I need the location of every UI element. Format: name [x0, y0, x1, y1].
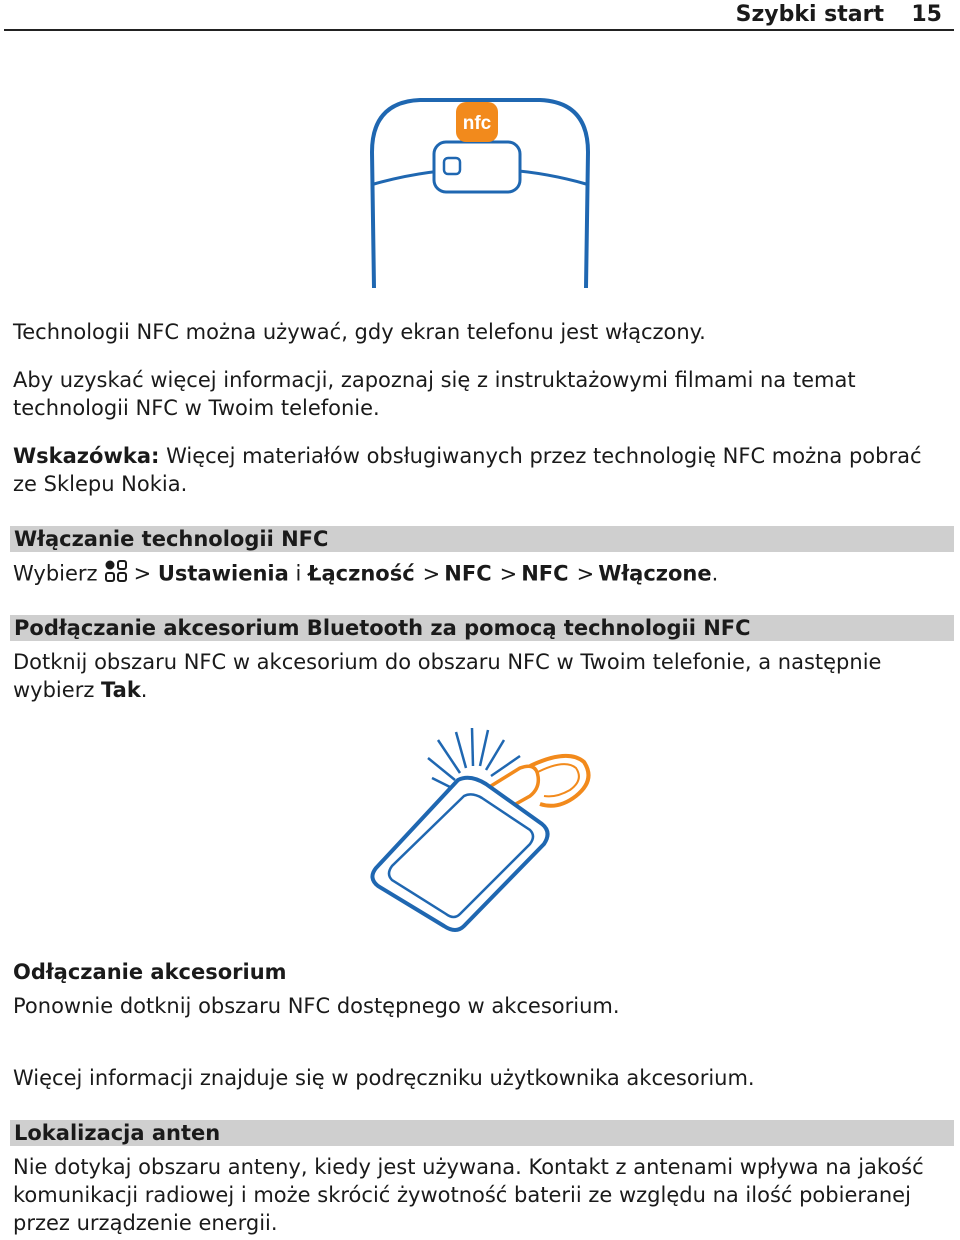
phone-headset-nfc-illustration [360, 718, 600, 938]
tip-paragraph [13, 442, 946, 498]
enable-nfc-instructions [13, 559, 946, 590]
paragraph-user-guide: Więcej informacji znajduje się w podręczniku użytkownika akcesorium. [13, 1066, 755, 1090]
header-title: Szybki start [735, 2, 884, 27]
menu-path-connectivity: Łączność [308, 561, 415, 586]
section-title-disconnect: Odłączanie akcesorium [13, 960, 287, 984]
menu-path-on: Włączone [598, 561, 712, 586]
headset-earhook-inner [534, 764, 579, 796]
menu-path-settings: Ustawienia [157, 561, 289, 586]
select-prefix: Wybierz [13, 561, 98, 586]
paragraph-more-info: Aby uzyskać więcej informacji, zapoznaj się z instruktażowymi filmami na temat technologii NFC w Twoim telefonie. [13, 368, 856, 420]
page-number: 15 [911, 2, 942, 27]
connect-bluetooth-instructions [13, 648, 946, 704]
path-separator: > [133, 561, 152, 586]
menu-path-nfc: NFC [444, 561, 492, 586]
section-bar-connect-bluetooth [10, 615, 954, 641]
section-bar-antenna-location [10, 1120, 954, 1146]
tip-text: Więcej materiałów obsługiwanych przez technologię NFC można pobrać ze Sklepu Nokia. [13, 444, 922, 496]
path-separator: > [422, 561, 441, 586]
antenna-warning-text: Nie dotykaj obszaru anteny, kiedy jest używana. Kontakt z antenami wpływa na jakość komunikacji radiowej i może skrócić żywotność baterii ze względu na ilość pobieranej przez urządzenie energii. [13, 1155, 924, 1235]
menu-grid-icon [104, 559, 128, 590]
paragraph-nfc-usage: Technologii NFC można używać, gdy ekran telefonu jest włączony. [13, 320, 706, 344]
path-separator: > [499, 561, 518, 586]
camera-module [434, 142, 520, 192]
connect-text: Dotknij obszaru NFC w akcesorium do obszaru NFC w Twoim telefonie, a następnie wybierz [13, 650, 882, 702]
sentence-end: . [711, 561, 719, 586]
option-yes: Tak [101, 678, 141, 702]
phone-back-nfc-illustration [360, 92, 600, 292]
path-separator: > [576, 561, 595, 586]
section-bar-enable-nfc [10, 526, 954, 552]
connect-text-end: . [140, 678, 148, 702]
disconnect-instructions: Ponownie dotknij obszaru NFC dostępnego w akcesorium. [13, 994, 620, 1018]
section-title-enable-nfc: Włączanie technologii NFC [14, 527, 329, 551]
page-header [4, 0, 954, 31]
nfc-badge-label: nfc [462, 113, 492, 134]
path-conjunction: i [295, 561, 302, 586]
tip-label: Wskazówka: [13, 444, 160, 468]
menu-path-nfc-option: NFC [521, 561, 569, 586]
section-title-connect-bluetooth: Podłączanie akcesorium Bluetooth za pomocą technologii NFC [14, 616, 751, 640]
section-title-antenna-location: Lokalizacja anten [14, 1121, 221, 1145]
